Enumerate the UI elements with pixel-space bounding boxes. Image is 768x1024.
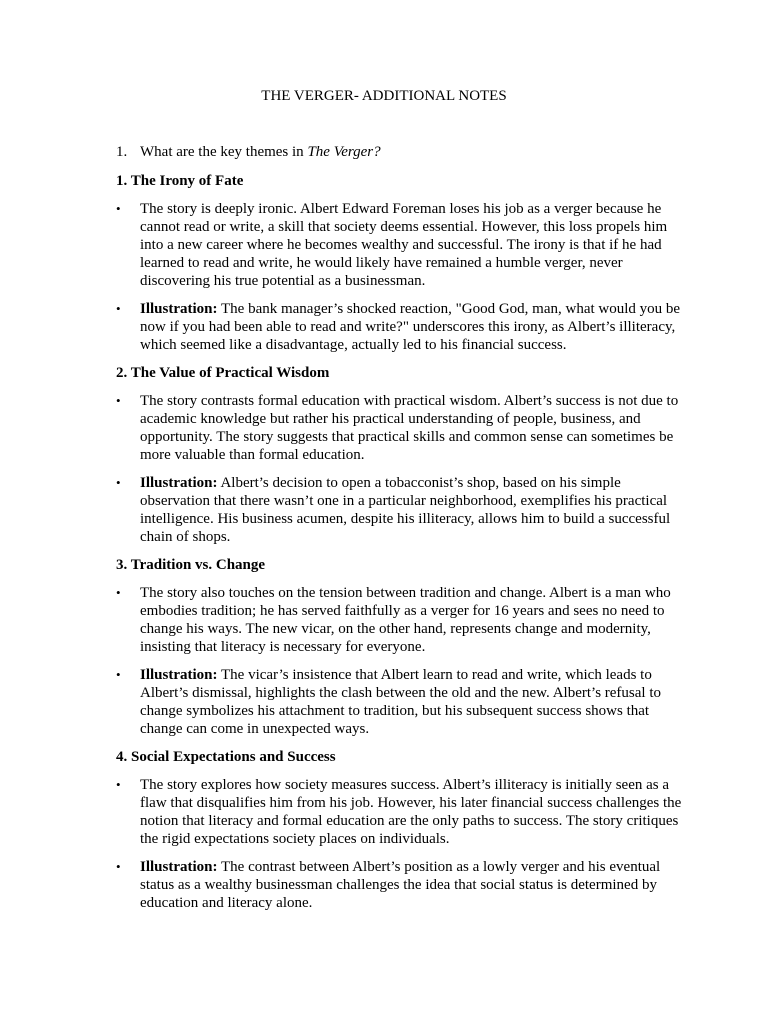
list-item [116, 300, 682, 354]
bullet-icon: • [116, 393, 121, 408]
bullet-text: Albert’s decision to open a tobacconist’s shop, based on his simple observation that there wasn’t one in a particular neighborhood, exemplifies his practical intelligence. His business acumen, despite his illiteracy, allows him to build a successful chain of shops. [140, 475, 671, 545]
bullet-icon: • [116, 777, 121, 792]
section-heading: 2. The Value of Practical Wisdom [116, 365, 330, 381]
question-number: 1. [116, 144, 128, 160]
bullet-lead: Illustration: [140, 667, 218, 683]
bullet-text: The contrast between Albert’s position as a lowly verger and his eventual status as a wealthy businessman challenges the idea that social status is determined by education and literacy alone. [140, 859, 661, 911]
list-item [116, 584, 682, 656]
bullet-icon: • [116, 859, 121, 874]
section-social-expectations [116, 748, 682, 912]
bullet-lead: Illustration: [140, 859, 218, 875]
bullet-lead: Illustration: [140, 475, 218, 491]
section-irony-of-fate [116, 172, 682, 354]
list-item [116, 392, 682, 464]
question-1 [116, 143, 682, 161]
bullet-icon: • [116, 667, 121, 682]
bullet-text: The vicar’s insistence that Albert learn to read and write, which leads to Albert’s dismissal, highlights the clash between the old and the new. Albert’s refusal to change symbolizes his attachment to tradition, but his subsequent success shows that change can come in unexpected ways. [140, 667, 662, 737]
bullet-text: The story also touches on the tension between tradition and change. Albert is a man who embodies tradition; he has served faithfully as a verger for 16 years and sees no need to change his ways. The new vicar, on the other hand, represents change and modernity, insisting that literacy is necessary for everyone. [140, 585, 671, 655]
bullet-text: The story explores how society measures success. Albert’s illiteracy is initially seen as a flaw that disqualifies him from his job. However, his later financial success challenges the notion that literacy and formal education are the only paths to success. The story critiques the rigid expectations society places on individuals. [140, 777, 682, 847]
document-body [116, 143, 682, 922]
list-item [116, 474, 682, 546]
bullet-icon: • [116, 585, 121, 600]
list-item [116, 858, 682, 912]
list-item [116, 776, 682, 848]
page-title: THE VERGER- ADDITIONAL NOTES [261, 88, 507, 104]
list-item [116, 200, 682, 290]
bullet-icon: • [116, 475, 121, 490]
bullet-text: The story contrasts formal education with practical wisdom. Albert’s success is not due to academic knowledge but rather his practical understanding of people, business, and opportunity. The story suggests that practical skills and common sense can sometimes be more valuable than formal education. [140, 393, 679, 463]
section-practical-wisdom [116, 364, 682, 546]
section-tradition-vs-change [116, 556, 682, 738]
section-heading: 1. The Irony of Fate [116, 173, 244, 189]
list-item [116, 666, 682, 738]
section-heading: 4. Social Expectations and Success [116, 749, 336, 765]
section-heading: 3. Tradition vs. Change [116, 557, 266, 573]
bullet-icon: • [116, 301, 121, 316]
bullet-icon: • [116, 201, 121, 216]
question-text: What are the key themes in [140, 144, 308, 160]
bullet-text: The story is deeply ironic. Albert Edward Foreman loses his job as a verger because he cannot read or write, a skill that society deems essential. However, this loss propels him into a new career where he becomes wealthy and successful. The irony is that if he had learned to read and write, he would likely have remained a humble verger, never discovering his true potential as a businessman. [140, 201, 668, 289]
bullet-lead: Illustration: [140, 301, 218, 317]
question-italic-title: The Verger? [307, 144, 381, 160]
bullet-text: The bank manager’s shocked reaction, "Good God, man, what would you be now if you had been able to read and write?" underscores this irony, as Albert’s illiteracy, which seemed like a disadvantage, actually led to his financial success. [140, 301, 681, 353]
